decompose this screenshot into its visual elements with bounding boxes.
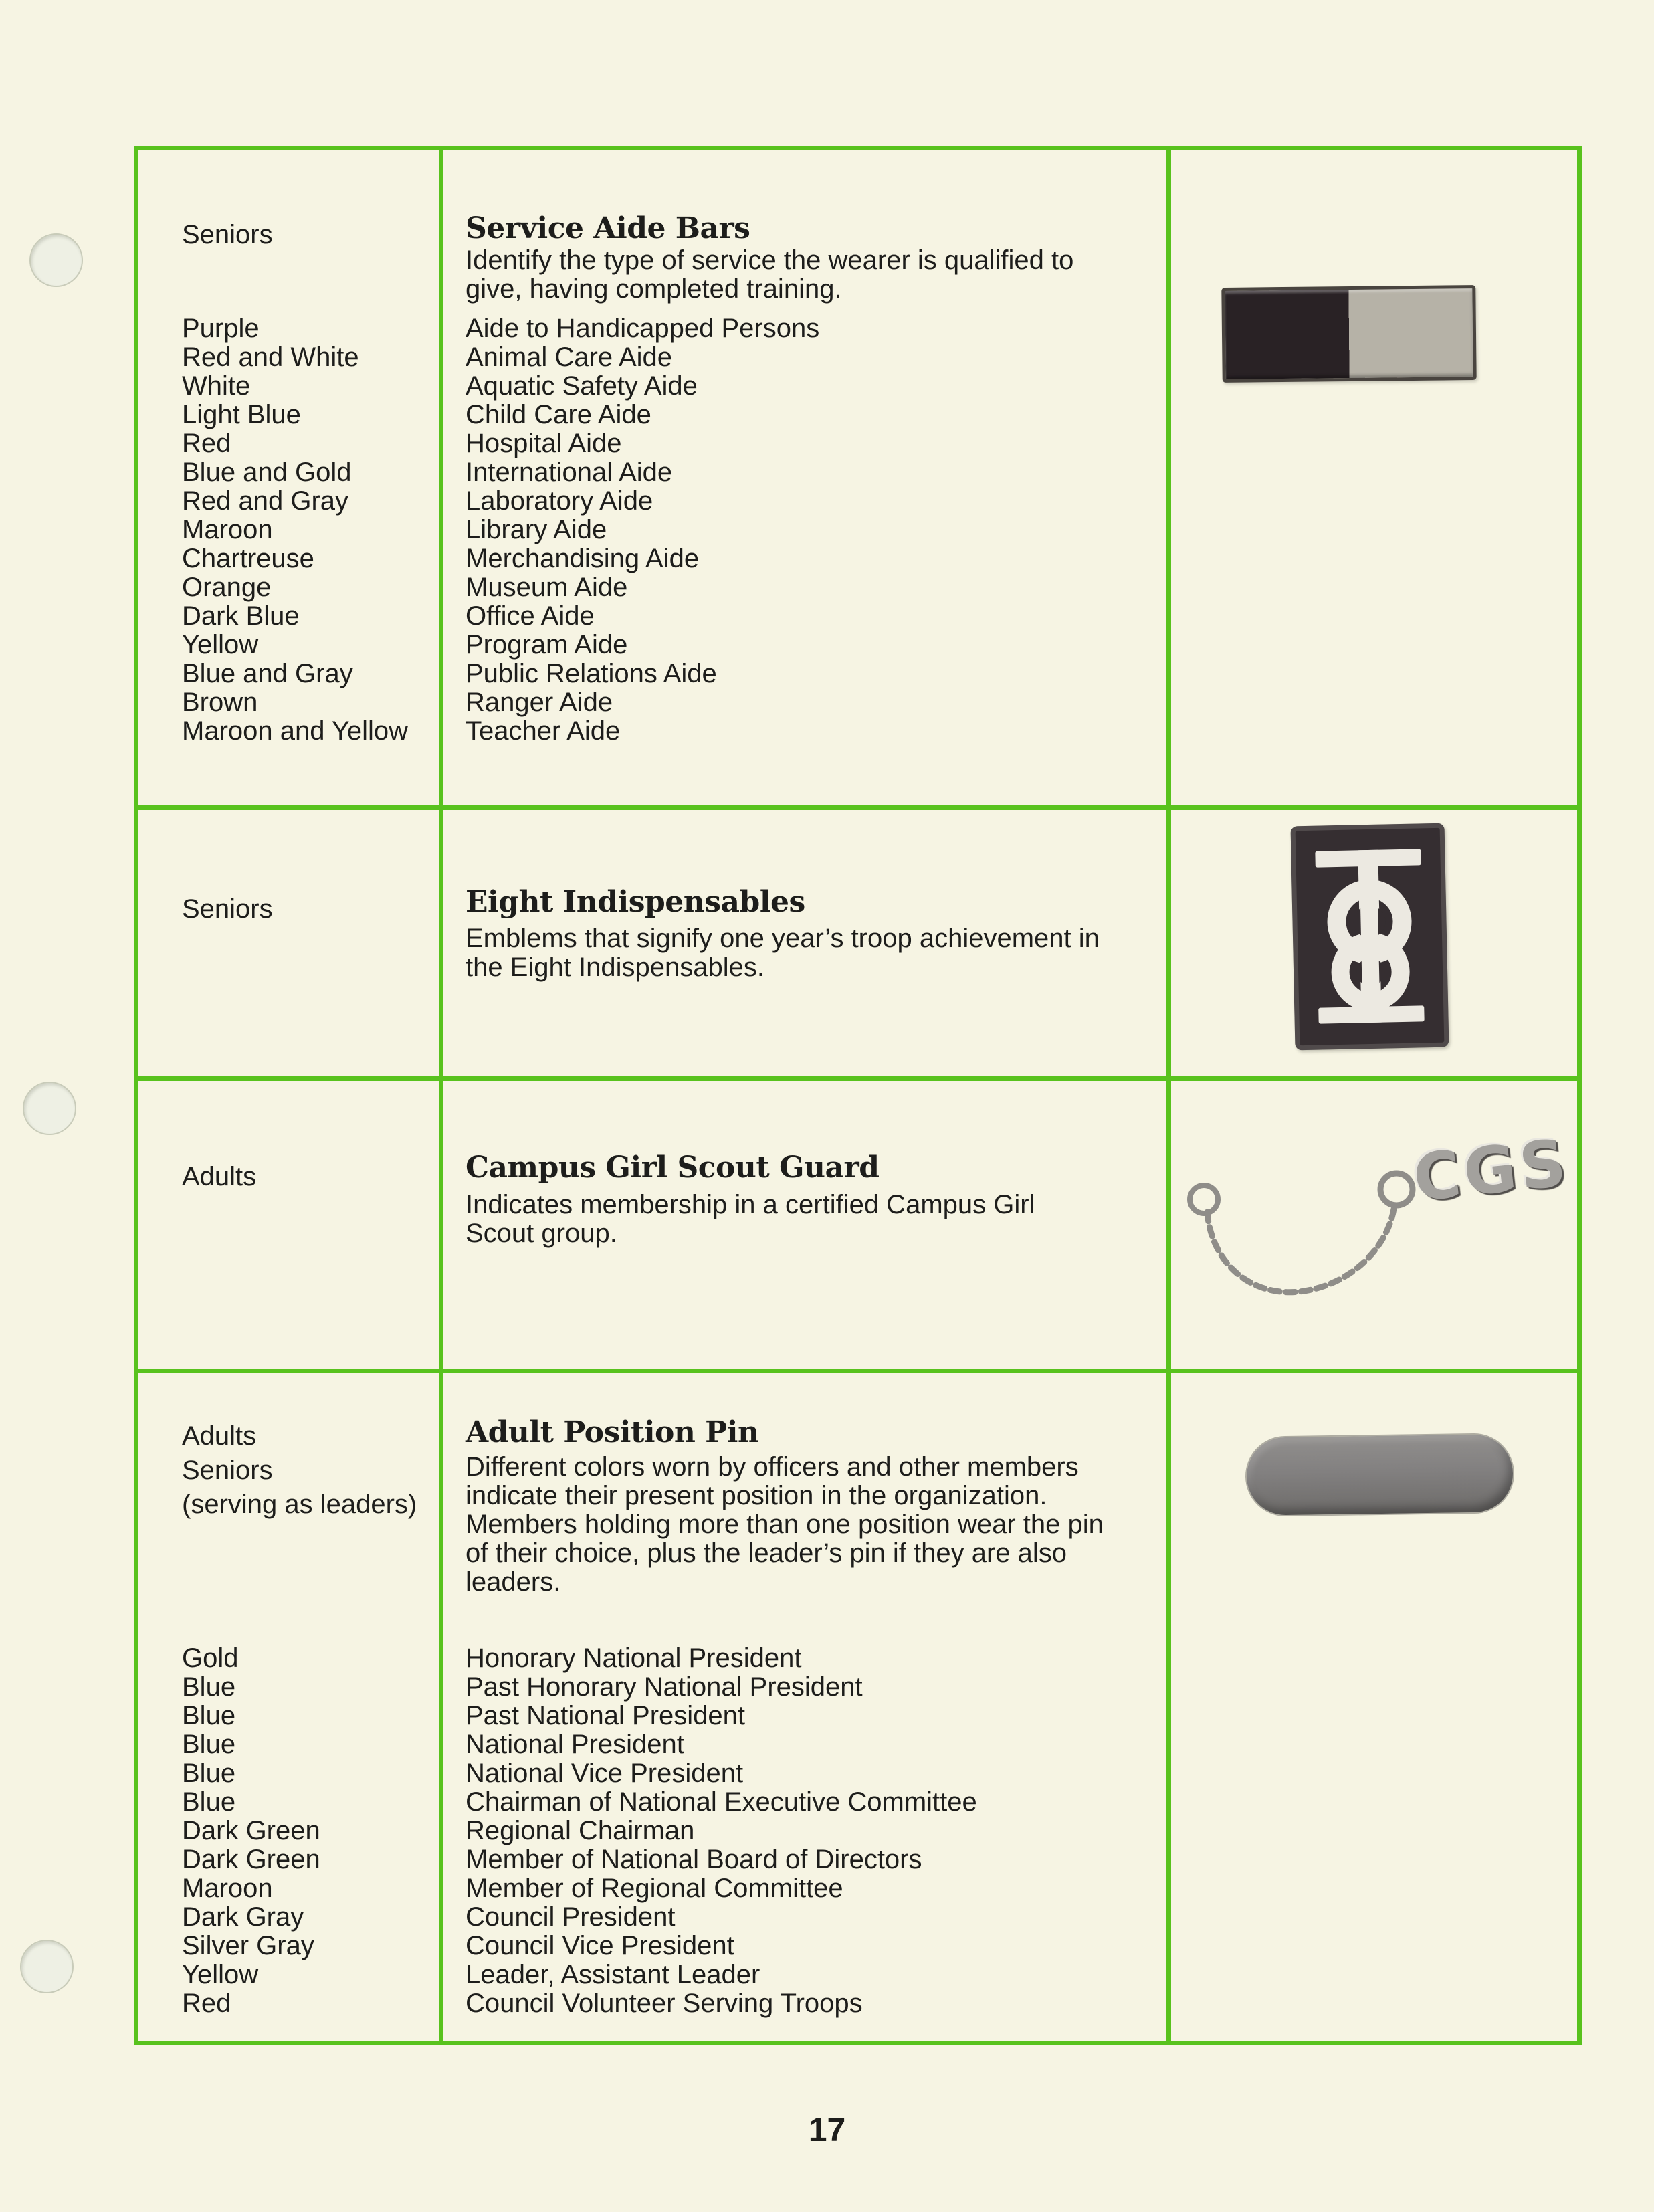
description-line: the Eight Indispensables. [466,952,764,982]
position-name: Regional Chairman [466,1816,695,1845]
punch-hole-middle [23,1082,76,1135]
position-name: National Vice President [466,1758,744,1788]
aide-type-name: Aide to Handicapped Persons [466,314,820,343]
row4-audience-2: Seniors [182,1455,273,1485]
row4-position-list [466,1644,977,2018]
row1-audience: Seniors [182,220,273,249]
aide-type-name: Hospital Aide [466,429,622,458]
pin-color-name: Red [182,1989,231,2018]
pin-color-name: Gold [182,1643,239,1673]
aide-type-name: Museum Aide [466,573,628,602]
guard-chain-icon [1174,1124,1441,1324]
bar-color-name: Dark Blue [182,601,300,631]
service-aide-bar-image [1221,285,1476,383]
position-name: Member of Regional Committee [466,1874,843,1903]
pin-color-name: Silver Gray [182,1931,314,1960]
pin-color-name: Dark Green [182,1845,320,1874]
adult-position-pin-image [1246,1434,1514,1516]
bar-color-name: Maroon and Yellow [182,716,409,746]
pin-color-name: Blue [182,1730,236,1759]
description-line: leaders. [466,1567,561,1597]
row4-color-list [182,1644,320,2018]
position-name: Council Vice President [466,1931,734,1960]
description-line: Different colors worn by officers and other members [466,1452,1079,1482]
row3-title: Campus Girl Scout Guard [466,1150,880,1185]
bar-color-name: Chartreuse [182,544,314,573]
pin-color-name: Blue [182,1701,236,1730]
position-name: National President [466,1730,684,1759]
aide-type-name: Ranger Aide [466,688,613,717]
campus-girl-scout-guard-pin-image [1174,1124,1575,1324]
aide-type-name: Program Aide [466,630,628,660]
aide-type-name: Library Aide [466,515,607,544]
eight-indispensables-patch-image [1291,823,1449,1051]
bar-color-name: Orange [182,573,272,602]
table-row-divider-2 [134,1076,1582,1081]
pin-color-name: Dark Gray [182,1902,304,1932]
row3-audience: Adults [182,1162,257,1191]
position-name: Past Honorary National President [466,1672,863,1702]
description-line: Indicates membership in a certified Campus Girl [466,1190,1035,1219]
description-line: Members holding more than one position wear the pin [466,1510,1104,1539]
aide-type-name: Animal Care Aide [466,342,673,372]
aide-type-name: Child Care Aide [466,400,651,429]
row3-description [466,1191,1035,1248]
pin-color-name: Maroon [182,1874,273,1903]
bar-color-name: Blue and Gold [182,458,352,487]
table-column-divider-1 [439,146,443,2045]
bar-color-name: Red [182,429,231,458]
description-line: Identify the type of service the wearer is qualified to [466,245,1074,275]
pin-color-name: Blue [182,1672,236,1702]
bar-color-name: Brown [182,688,258,717]
i8-emblem-icon [1291,823,1449,1051]
punch-hole-bottom [20,1940,74,1993]
row1-color-list [182,314,408,746]
position-name: Past National President [466,1701,746,1730]
pin-color-name: Blue [182,1758,236,1788]
description-line: give, having completed training. [466,274,842,304]
aide-type-name: Teacher Aide [466,716,621,746]
row2-audience: Seniors [182,894,273,924]
row2-title: Eight Indispensables [466,885,805,919]
pin-color-name: Dark Green [182,1816,320,1845]
description-line: Scout group. [466,1219,617,1248]
row4-title: Adult Position Pin [466,1415,759,1449]
position-name: Honorary National President [466,1643,802,1673]
row4-audience-1: Adults [182,1421,257,1451]
row4-audience-3: (serving as leaders) [182,1490,417,1519]
bar-color-name: Red and White [182,342,359,372]
pin-color-name: Blue [182,1787,236,1817]
row1-description [466,246,1073,304]
bar-color-name: Purple [182,314,260,343]
position-name: Member of National Board of Directors [466,1845,922,1874]
row2-description [466,924,1100,982]
aide-type-name: Merchandising Aide [466,544,700,573]
punch-hole-top [29,233,83,287]
position-name: Leader, Assistant Leader [466,1960,760,1989]
aide-type-name: Laboratory Aide [466,486,653,516]
bar-color-name: White [182,371,251,401]
row1-title: Service Aide Bars [466,211,750,245]
position-name: Council President [466,1902,676,1932]
position-name: Chairman of National Executive Committee [466,1787,977,1817]
row1-aide-list [466,314,819,746]
pin-color-name: Yellow [182,1960,259,1989]
cgs-letters: CGS [1409,1125,1573,1216]
bar-color-name: Light Blue [182,400,301,429]
description-line: Emblems that signify one year’s troop achievement in [466,924,1100,953]
description-line: indicate their present position in the organization. [466,1481,1047,1510]
table-column-divider-2 [1166,146,1171,2045]
page-number: 17 [808,2111,846,2148]
aide-type-name: Public Relations Aide [466,659,717,688]
table-row-divider-1 [134,805,1582,810]
aide-type-name: Office Aide [466,601,595,631]
aide-type-name: International Aide [466,458,673,487]
bar-color-name: Yellow [182,630,259,660]
bar-color-name: Maroon [182,515,273,544]
table-row-divider-3 [134,1369,1582,1373]
position-name: Council Volunteer Serving Troops [466,1989,863,2018]
description-line: of their choice, plus the leader’s pin if they are also [466,1538,1067,1568]
bar-color-name: Red and Gray [182,486,349,516]
bar-color-name: Blue and Gray [182,659,353,688]
row4-description [466,1453,1104,1597]
aide-type-name: Aquatic Safety Aide [466,371,698,401]
